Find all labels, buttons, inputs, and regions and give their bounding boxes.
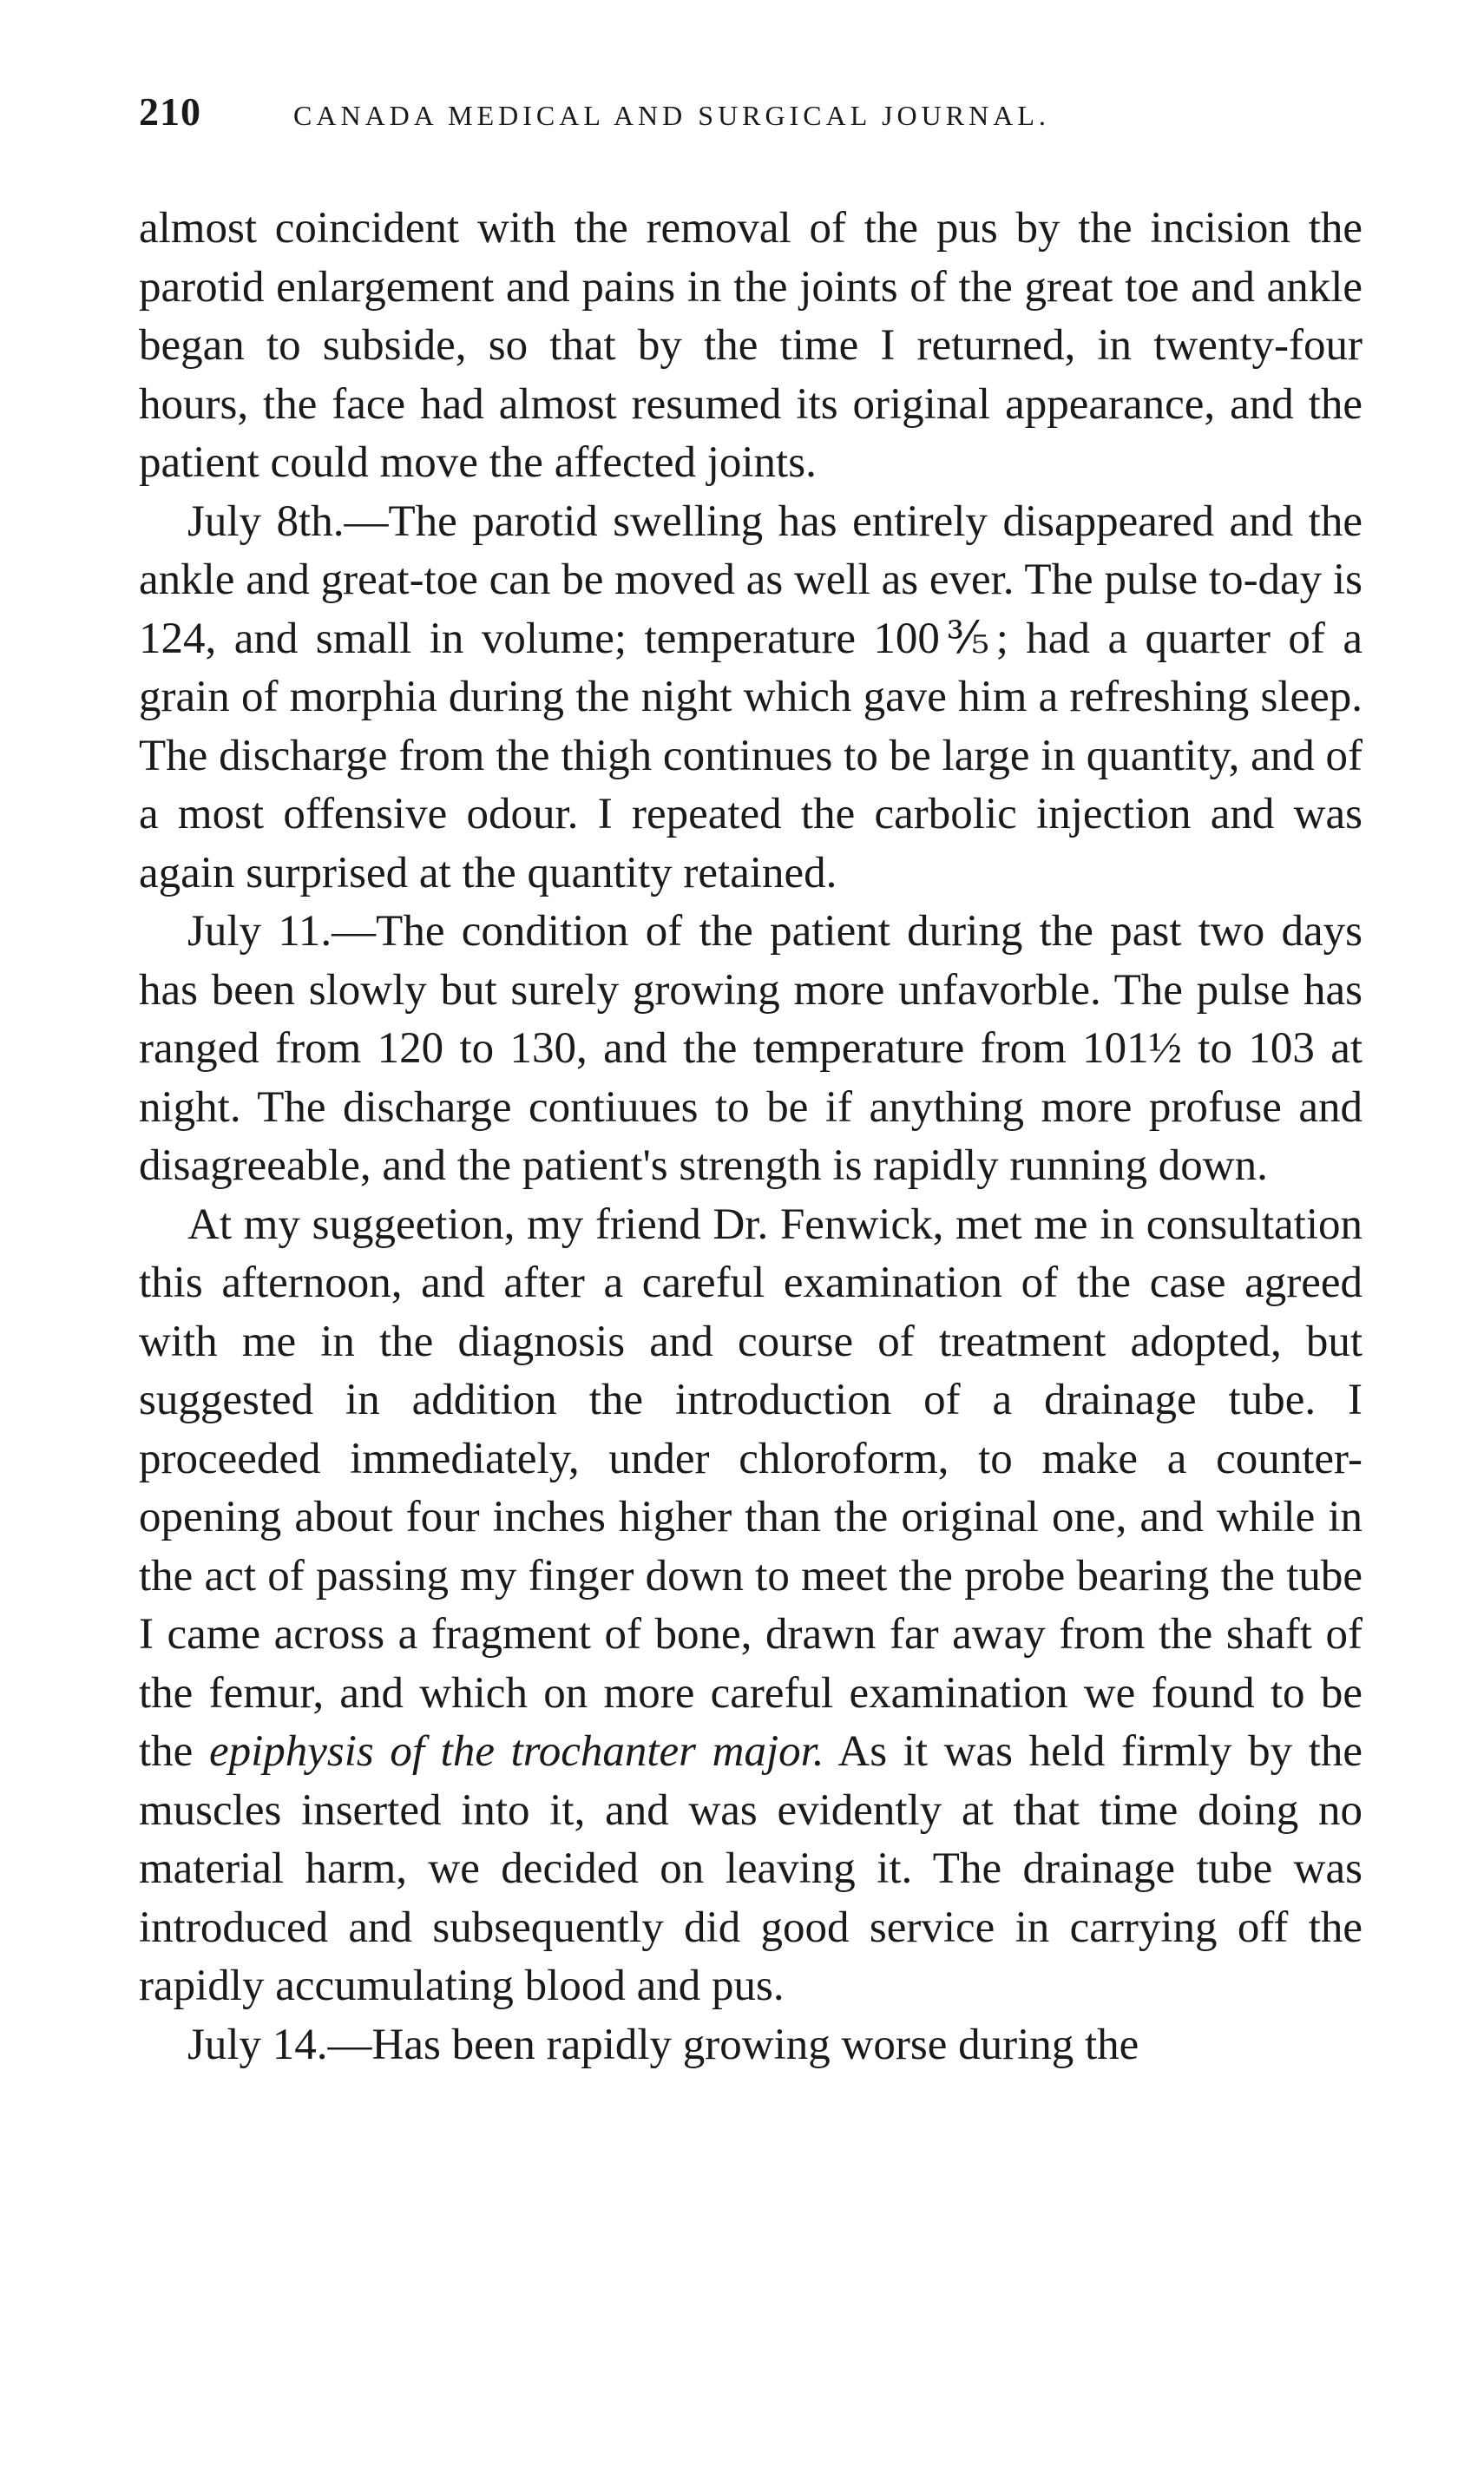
page-number: 210: [139, 89, 201, 134]
consultation-text-after: As it was held firmly by the muscles inserted into it, and was evidently at that time doing no material harm, we decided on leaving it. The drainage tube was introduced and subsequently did good service in carrying off the rapidly accumulating blood and pus.: [139, 1727, 1363, 2010]
body-text: [139, 200, 1363, 2074]
paragraph-continuation: almost coincident with the removal of the pus by the incision the parotid enlargement and pains in the joints of the great toe and ankle began to subside, so that by the time I returned, in twenty-four hours, the face had almost resumed its original appearance, and the patient could move the affected joints.: [139, 204, 1363, 487]
consultation-text: At my suggeetion, my friend Dr. Fenwick, met me in consultation this afternoon, and after a careful examination of the case agreed with me in the diagnosis and course of treatment adopted, but suggested in addition the introduction of a drainage tube. I proceeded immediately, under chloroform, to make a counter-opening about four inches higher than the original one, and while in the act of passing my finger down to meet the probe bearing the tube I came across a fragment of bone, drawn far away from the shaft of the femur, and which on more careful examination we found to be the: [139, 1200, 1363, 1776]
italic-anatomical-term: epiphysis of the trochanter major.: [208, 1727, 824, 1776]
page-header: [139, 89, 1363, 163]
running-head: CANADA MEDICAL AND SURGICAL JOURNAL.: [293, 100, 1050, 131]
paragraph-july-11: July 11.—The condition of the patient during the past two days has been slowly but surely growing more unfavorble. The pulse has ranged from 120 to 130, and the temperature from 101½ to 103 at night. The discharge contiuues to be if anything more profuse and disagreeable, and the patient's strength is rapidly running down.: [139, 907, 1363, 1190]
paragraph-july-14: July 14.—Has been rapidly growing worse during the: [187, 2020, 1139, 2069]
paragraph-july-8: July 8th.—The parotid swelling has entirely disappeared and the ankle and great-toe can be moved as well as ever. The pulse to-day is 124, and small in volume; temperature 100⅗; had a quarter of a grain of morphia during the night which gave him a refreshing sleep. The discharge from the thigh continues to be large in quantity, and of a most offensive odour. I repeated the carbolic injection and was again surprised at the quantity retained.: [139, 496, 1363, 897]
paragraph-consultation: [139, 1196, 1363, 2016]
